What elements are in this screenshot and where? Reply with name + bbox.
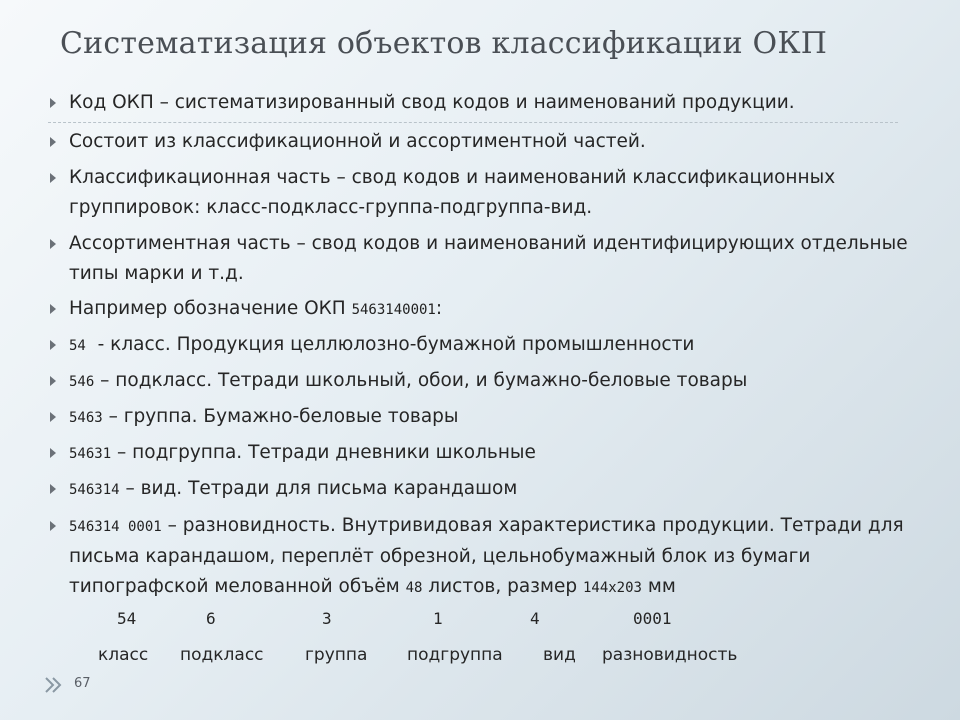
bullet-item <box>48 163 928 223</box>
slide-title: Систематизация объектов классификации ОКП <box>60 26 828 61</box>
bullet-text: Код ОКП – систематизированный свод кодов и наименований продукции. <box>69 92 795 113</box>
bullet-item <box>48 330 928 361</box>
bullet-text: - класс. Продукция целлюлозно-бумажной промышленности <box>85 334 695 355</box>
code-label: группа <box>305 645 368 665</box>
bullet-text: Например обозначение ОКП <box>69 298 352 319</box>
okp-code: 54631 <box>69 446 112 462</box>
code-label: подкласс <box>180 645 264 665</box>
code-labels-row <box>0 640 960 670</box>
bullet-item <box>48 402 928 433</box>
bullet-text-3: мм <box>641 576 676 597</box>
bullet-text: – вид. Тетради для письма карандашом <box>119 478 518 499</box>
bullet-text: – группа. Бумажно-беловые товары <box>102 406 459 427</box>
triangle-bullet-icon <box>50 304 56 314</box>
page-number: 67 <box>74 676 91 691</box>
bullet-text: – подгруппа. Тетради дневники школьные <box>111 442 536 463</box>
bullet-item <box>48 438 928 469</box>
bullet-text: Классификационная часть – свод кодов и наименований классификационных группировок: класс-подкласс-группа-подгруппа-вид. <box>69 167 836 218</box>
bullet-text: – подкласс. Тетради школьный, обои, и бумажно-беловые товары <box>94 370 748 391</box>
code-part: 1 <box>433 609 443 628</box>
code-part: 3 <box>322 609 332 628</box>
bullet-item <box>48 366 928 397</box>
triangle-bullet-icon <box>50 239 56 249</box>
code-label: вид <box>543 645 576 665</box>
bullet-suffix: : <box>435 298 443 319</box>
code-label: класс <box>98 645 149 665</box>
triangle-bullet-icon <box>50 412 56 422</box>
bullet-item <box>48 294 928 325</box>
triangle-bullet-icon <box>50 137 56 147</box>
bullet-text: Состоит из классификационной и ассортиментной частей. <box>69 131 646 152</box>
bullet-item <box>48 127 928 157</box>
bullet-list <box>48 88 928 603</box>
bullet-item <box>48 511 928 603</box>
triangle-bullet-icon <box>50 448 56 458</box>
triangle-bullet-icon <box>50 376 56 386</box>
code-part: 4 <box>530 609 540 628</box>
triangle-bullet-icon <box>50 173 56 183</box>
divider <box>48 122 898 123</box>
bullet-item <box>48 474 928 505</box>
code-part: 54 <box>117 609 137 628</box>
triangle-bullet-icon <box>50 521 56 531</box>
bullet-item <box>48 88 928 118</box>
bullet-text-2: листов, размер <box>422 576 583 597</box>
volume-number: 48 <box>405 580 423 596</box>
code-label: разновидность <box>602 645 738 665</box>
okp-code: 54 <box>69 338 86 354</box>
okp-code: 546 <box>69 374 95 390</box>
okp-code: 546314 <box>69 482 120 498</box>
bullet-text: – разновидность. Внутривидовая характеристика продукции. Тетради для письма карандашом, переплёт обрезной, цельнобумажный блок из бумаги типографской мелованной объём <box>69 515 904 597</box>
code-label: подгруппа <box>407 645 503 665</box>
okp-code: 5463140001 <box>351 302 436 318</box>
bullet-item <box>48 229 928 289</box>
triangle-bullet-icon <box>50 484 56 494</box>
okp-code: 5463 <box>69 410 103 426</box>
code-breakdown-row <box>0 604 960 634</box>
slide-nav-arrow-icon[interactable] <box>42 674 64 696</box>
triangle-bullet-icon <box>50 340 56 350</box>
size-number: 144х203 <box>582 580 642 596</box>
bullet-text: Ассортиментная часть – свод кодов и наименований идентифицирующих отдельные типы марки и т.д. <box>69 233 908 284</box>
triangle-bullet-icon <box>50 98 56 108</box>
okp-code: 546314 0001 <box>69 519 162 535</box>
code-part: 6 <box>206 609 216 628</box>
code-part: 0001 <box>633 609 672 628</box>
